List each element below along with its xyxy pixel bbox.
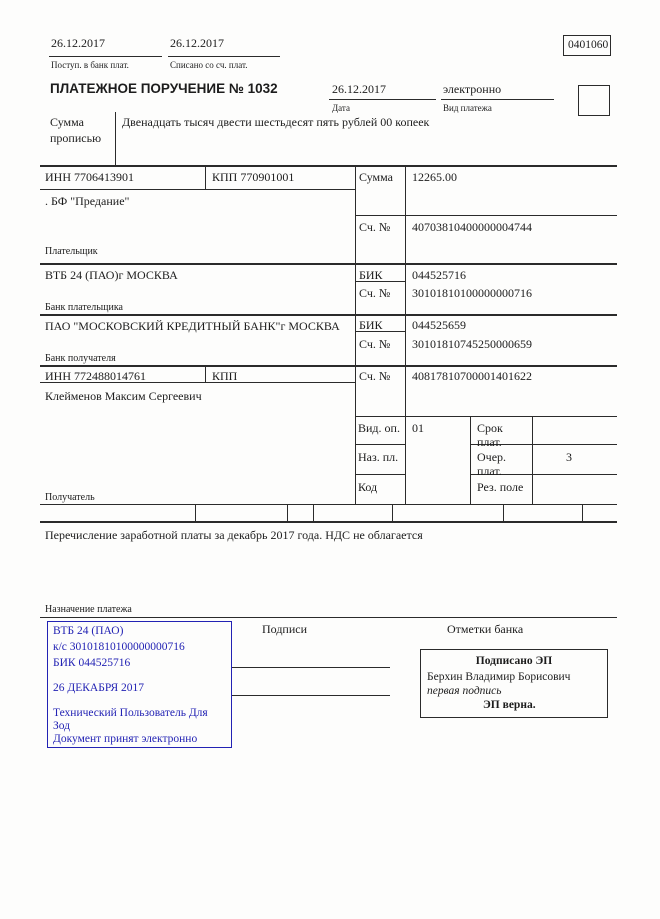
payer-name: . БФ "Предание" [45, 194, 130, 208]
doc-date-value: 26.12.2017 [332, 82, 386, 96]
date-received-value: 26.12.2017 [51, 36, 105, 50]
document-title: ПЛАТЕЖНОЕ ПОРУЧЕНИЕ № 1032 [50, 81, 278, 96]
divider-payer-inn-kpp [205, 165, 206, 190]
divider-labels-values [405, 165, 406, 505]
signatures-label: Подписи [262, 622, 308, 636]
payer-bank-account: 30101810100000000716 [412, 286, 532, 300]
amount-value: 12265.00 [412, 170, 457, 184]
order-value: 3 [566, 450, 572, 464]
doc-date-label: Дата [332, 103, 350, 113]
payee-account-label: Сч. № [359, 369, 391, 383]
payee-bank-account-label: Сч. № [359, 337, 391, 351]
date-written-off-label: Списано со сч. плат. [170, 60, 248, 70]
bank-marks-label: Отметки банка [447, 622, 524, 636]
payee-name: Клейменов Максим Сергеевич [45, 389, 202, 403]
bank-stamp-box [47, 621, 232, 748]
empty-row-divider-6 [582, 504, 583, 523]
payer-account-label: Сч. № [359, 220, 391, 234]
form-code-box [563, 35, 611, 56]
order-label: Очер. плат. [477, 450, 507, 478]
purpose-code-label: Наз. пл. [358, 450, 399, 464]
doc-date-underline [329, 99, 436, 100]
empty-row-divider-5 [503, 504, 504, 523]
line-under-payer-inn [40, 189, 355, 190]
line-under-payee-bank [40, 365, 617, 367]
amount-label: Сумма [359, 170, 393, 184]
amount-words: Двенадцать тысяч двести шестьдесят пять рублей 00 копеек [122, 115, 430, 129]
payee-kpp: КПП [212, 369, 238, 383]
signature-line-1 [232, 667, 390, 668]
line-grid-top [355, 416, 617, 417]
bank-marks-signature-kind: первая подпись [427, 685, 502, 697]
stamp-corr-account: к/с 30101810100000000716 [53, 641, 185, 653]
payee-inn: ИНН 772488014761 [45, 369, 146, 383]
line-under-amount-row [355, 215, 617, 216]
payment-kind-value: электронно [443, 82, 502, 96]
payer-kpp: КПП 770901001 [212, 170, 295, 184]
bank-marks-signer: Берхин Владимир Борисович [427, 671, 571, 683]
form-code: 0401060 [568, 39, 609, 51]
stamp-bank-name: ВТБ 24 (ПАО) [53, 625, 124, 637]
line-grid-row1-labels [355, 444, 405, 445]
divider-payee-inn-kpp [205, 365, 206, 383]
payee-bank-name: ПАО "МОСКОВСКИЙ КРЕДИТНЫЙ БАНК"г МОСКВА [45, 319, 340, 333]
purpose-text: Перечисление заработной платы за декабрь 2017 года. НДС не облагается [45, 528, 423, 542]
payer-bank-bik: 044525716 [412, 268, 466, 282]
stamp-date: 26 ДЕКАБРЯ 2017 [53, 682, 145, 694]
payer-label: Плательщик [45, 246, 98, 257]
amount-words-label-2: прописью [50, 131, 102, 145]
term-label: Срок плат. [477, 421, 503, 449]
date-written-off-value: 26.12.2017 [170, 36, 224, 50]
divider-grid-1 [470, 416, 471, 505]
amount-words-divider [115, 112, 116, 165]
purpose-label: Назначение платежа [45, 604, 132, 615]
payment-kind-underline [441, 99, 554, 100]
payee-bank-bik: 044525659 [412, 318, 466, 332]
line-under-payer-bank [40, 314, 617, 316]
code-label: Код [358, 480, 378, 494]
op-kind-label: Вид. оп. [358, 421, 400, 435]
payer-inn: ИНН 7706413901 [45, 170, 134, 184]
stamp-accepted: Документ принят электронно [53, 733, 198, 745]
payer-bank-name: ВТБ 24 (ПАО)г МОСКВА [45, 268, 178, 282]
amount-words-label-1: Сумма [50, 115, 84, 129]
empty-row-divider-2 [287, 504, 288, 523]
payee-bank-label: Банк получателя [45, 353, 116, 364]
payment-kind-label: Вид платежа [443, 103, 492, 113]
payer-bank-bik-label: БИК [359, 268, 383, 282]
signature-line-2 [232, 695, 390, 696]
payee-bank-account: 30101810745250000659 [412, 337, 532, 351]
bank-marks-verified: ЭП верна. [483, 699, 536, 711]
payee-label: Получатель [45, 492, 95, 503]
line-under-payee [40, 504, 617, 505]
empty-row-divider-4 [392, 504, 393, 523]
status-box [578, 85, 610, 116]
stamp-bik: БИК 044525716 [53, 657, 131, 669]
op-kind-value: 01 [412, 421, 424, 435]
table-line-bottom [40, 521, 617, 523]
payee-account: 40817810700001401622 [412, 369, 532, 383]
empty-row-divider-3 [313, 504, 314, 523]
date-written-off-underline [168, 56, 280, 57]
line-under-payer [40, 263, 617, 265]
payer-bank-account-label: Сч. № [359, 286, 391, 300]
divider-grid-2 [532, 416, 533, 505]
line-grid-row2-labels [355, 474, 405, 475]
bank-marks-box [420, 649, 608, 718]
bank-marks-signed-title: Подписано ЭП [475, 655, 553, 667]
payer-bank-label: Банк плательщика [45, 302, 123, 313]
stamp-user: Технический Пользователь Для Зод [53, 707, 208, 732]
line-under-purpose-label [40, 617, 617, 618]
date-received-underline [49, 56, 162, 57]
empty-row-divider-1 [195, 504, 196, 523]
divider-main [355, 165, 356, 505]
payer-account: 40703810400000004744 [412, 220, 532, 234]
table-line-top [40, 165, 617, 167]
reserve-label: Рез. поле [477, 480, 524, 494]
date-received-label: Поступ. в банк плат. [51, 60, 129, 70]
payee-bank-bik-label: БИК [359, 318, 383, 332]
